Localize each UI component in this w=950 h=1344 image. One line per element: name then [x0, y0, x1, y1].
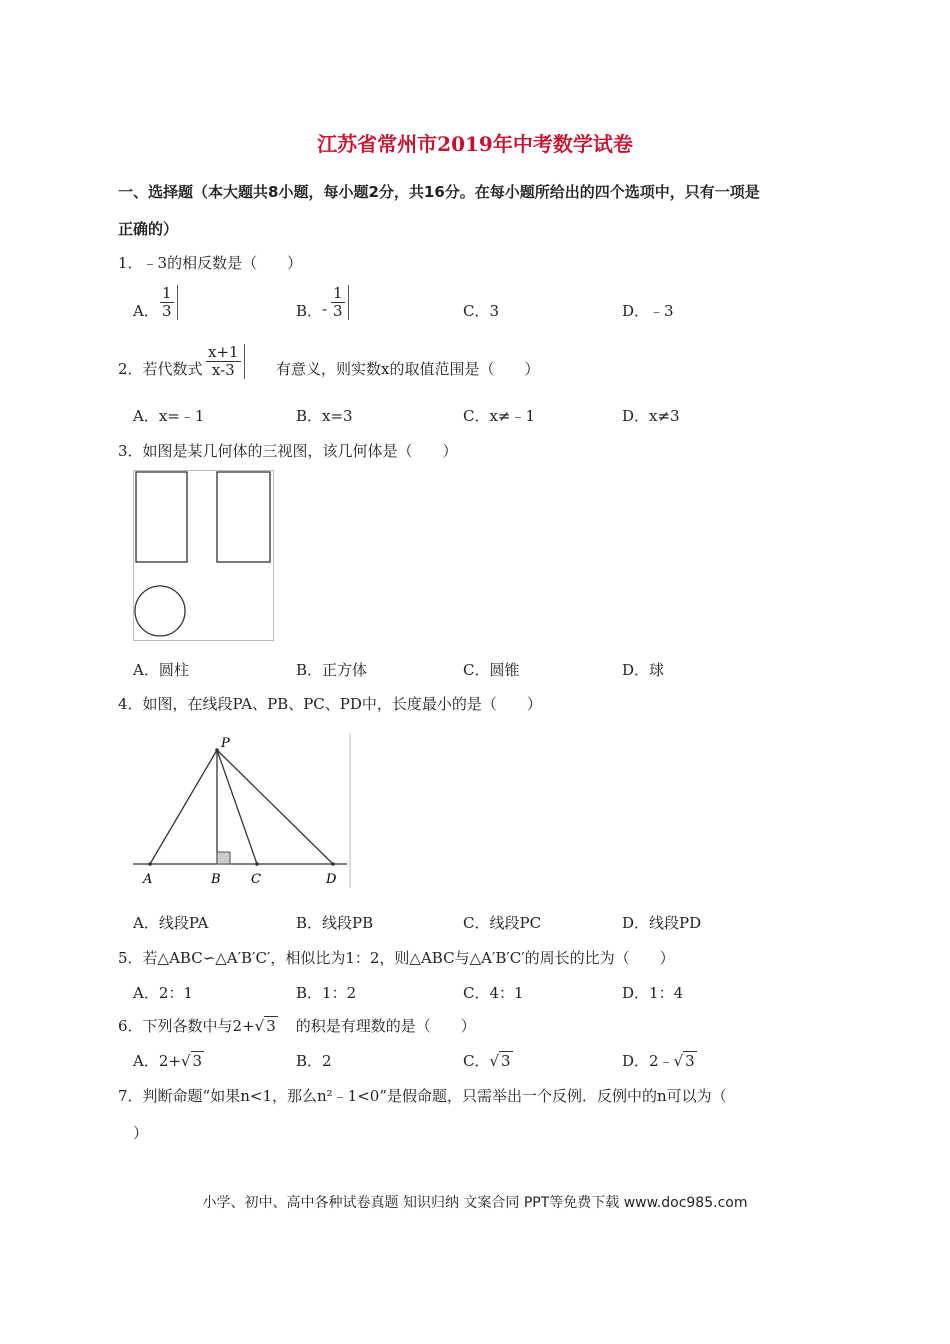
right-angle-mark [217, 852, 230, 864]
q2-option-b: B．x=3 [296, 407, 353, 425]
top-view-circle [135, 586, 185, 636]
q4-option-c: C．线段PC [463, 914, 542, 932]
segment-pc [217, 750, 257, 864]
q6-option-d-prefix: D．2﹣ [622, 1052, 674, 1070]
point-p [215, 748, 219, 752]
q2-option-a: A．x=﹣1 [133, 407, 205, 425]
question-6-stem [118, 1015, 476, 1036]
sqrt-expression [181, 1051, 204, 1070]
q1-option-a-fraction [160, 285, 178, 320]
fraction-numerator: 1 [162, 284, 172, 302]
q3-option-a: A．圆柱 [133, 661, 189, 679]
sqrt-expression [255, 1016, 278, 1035]
q6-option-b: B．2 [296, 1052, 332, 1070]
label-a: A [143, 872, 153, 887]
radicand: 3 [685, 1052, 695, 1070]
q2-fraction [206, 344, 245, 379]
question-4-stem: 4．如图，在线段PA、PB、PC、PD中，长度最小的是（ ） [118, 695, 542, 713]
sqrt-icon: √ [180, 1052, 191, 1070]
sqrt-icon: √ [489, 1052, 500, 1070]
question-2-stem-post: 有意义，则实数x的取值范围是（ ） [276, 360, 540, 378]
q1-option-d: D．﹣3 [622, 302, 674, 320]
section-heading-line1: 一、选择题（本大题共8小题，每小题2分，共16分。在每小题所给出的四个选项中，只有一项是 [118, 183, 760, 201]
q6-option-d [622, 1050, 697, 1071]
q1-option-c: C．3 [463, 302, 500, 320]
label-p: P [221, 736, 230, 751]
segment-pd [217, 750, 333, 864]
radicand: 3 [192, 1052, 203, 1070]
label-c: C [251, 872, 261, 887]
question-3-stem: 3．如图是某几何体的三视图，该几何体是（ ） [118, 442, 458, 460]
q4-option-a: A．线段PA [133, 914, 209, 932]
figure-frame [134, 471, 274, 641]
segment-pa [150, 750, 217, 864]
side-view-rectangle [217, 472, 270, 562]
sqrt-icon: √ [254, 1017, 265, 1035]
q2-option-c: C．x≠﹣1 [463, 407, 536, 425]
question-7-line1: 7．判断命题“如果n<1，那么n²﹣1<0”是假命题，只需举出一个反例．反例中的n可以为（ [118, 1087, 727, 1105]
q5-option-c: C．4：1 [463, 984, 524, 1002]
point-c [255, 862, 259, 866]
point-d [331, 862, 335, 866]
fraction-denominator: x-3 [211, 361, 235, 379]
q2-option-d: D．x≠3 [622, 407, 680, 425]
q1-option-a-label: A． [133, 302, 159, 320]
radicand: 3 [501, 1052, 511, 1070]
q6-stem-pre: 6．下列各数中与2+ [118, 1017, 255, 1035]
page-title: 江苏省常州市2019年中考数学试卷 [317, 132, 633, 156]
fraction-denominator: 3 [333, 302, 343, 320]
q5-option-b: B．1：2 [296, 984, 357, 1002]
footer-text: 小学、初中、高中各种试卷真题 知识归纳 文案合同 PPT等免费下载 www.doc985.com [202, 1195, 748, 1211]
q6-option-c-prefix: C． [463, 1052, 490, 1070]
q4-option-b: B．线段PB [296, 914, 374, 932]
q1-option-b-label: B． [296, 302, 323, 320]
q5-option-d: D．1：4 [622, 984, 684, 1002]
q1-option-b-fraction [331, 285, 349, 320]
q4-option-d: D．线段PD [622, 914, 702, 932]
question-1-stem: 1．﹣3的相反数是（ ） [118, 254, 303, 272]
fraction-numerator: x+1 [208, 343, 239, 361]
q3-option-b: B．正方体 [296, 661, 368, 679]
q6-stem-post: 的积是有理数的是（ ） [295, 1017, 476, 1035]
point-a [148, 862, 152, 866]
question-7-line2: ） [133, 1124, 149, 1142]
q3-option-c: C．圆锥 [463, 661, 520, 679]
label-d: D [326, 872, 337, 887]
q3-option-d: D．球 [622, 661, 665, 679]
section-heading-line2: 正确的） [118, 220, 179, 238]
sqrt-expression [489, 1051, 512, 1070]
sqrt-expression [674, 1051, 697, 1070]
q6-option-a-prefix: A．2+ [133, 1052, 181, 1070]
front-view-rectangle [136, 472, 187, 562]
q6-option-c [463, 1050, 513, 1071]
fraction-denominator: 3 [162, 302, 172, 320]
label-b: B [211, 872, 221, 887]
fraction-numerator: 1 [333, 284, 343, 302]
segment-figure [133, 733, 353, 888]
three-view-figure [133, 470, 275, 642]
question-5-stem: 5．若△ABC∽△A′B′C′，相似比为1：2，则△ABC与△A′B′C′的周长的比为（ ） [118, 949, 675, 967]
question-2-stem-pre: 2．若代数式 [118, 360, 203, 378]
q6-option-a [133, 1050, 204, 1071]
q1-option-b-sign: - [322, 300, 328, 318]
radicand: 3 [266, 1017, 276, 1035]
sqrt-icon: √ [673, 1052, 684, 1070]
q5-option-a: A．2：1 [133, 984, 193, 1002]
